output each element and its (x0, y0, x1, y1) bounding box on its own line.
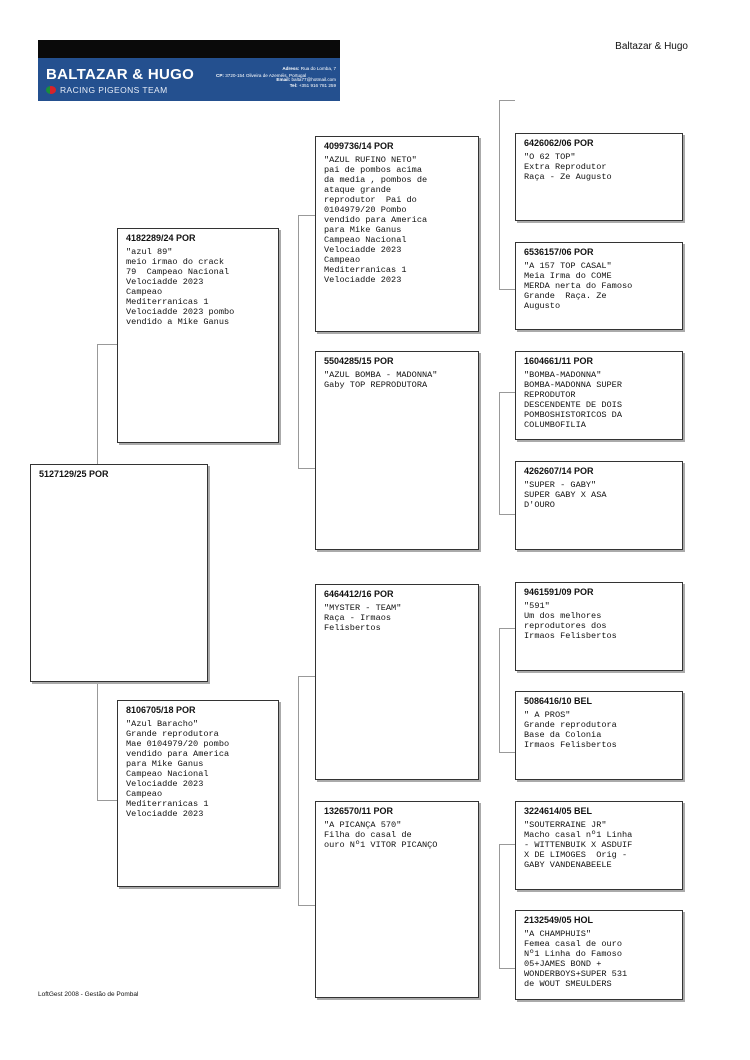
description: "BOMBA-MADONNA" BOMBA-MADONNA SUPER REPRODUTOR DESCENDENTE DE DOIS POMBOSHISTORICOS DA COLUMBOFILIA (524, 370, 622, 430)
ring-number: 8106705/18 POR (126, 705, 196, 715)
ring-number: 5504285/15 POR (324, 356, 394, 366)
sire-dam-sire (515, 351, 683, 440)
ring-number: 9461591/09 POR (524, 587, 594, 597)
description: "AZUL BOMBA - MADONNA" Gaby TOP REPRODUTORA (324, 370, 438, 390)
banner-cp: CP: 3720-154 Oliveira de Azeméis, Portugal (216, 73, 307, 78)
sire-sire-sire (515, 133, 683, 221)
brand-subtitle: RACING PIGEONS TEAM (60, 85, 168, 95)
description: "SOUTERRAINE JR" Macho casal nº1 Linha - WITTENBUIK X ASDUIF X DE LIMOGES Orig - GABY VANDENABEELE (524, 820, 633, 870)
description: "AZUL RUFINO NETO" pai de pombos acima da media , pombos de ataque grande reprodutor Pai do 0104979/20 Pombo vendido para America para Mike Ganus Campeao Nacional Velociadde 2023 Campeao Mediterranicas 1 Velociadde 2023 (324, 155, 428, 285)
description: "SUPER - GABY" SUPER GABY X ASA D'OURO (524, 480, 607, 510)
ring-number: 5086416/10 BEL (524, 696, 593, 706)
owner-name: Baltazar & Hugo (615, 41, 688, 52)
ring-number: 3224614/05 BEL (524, 806, 593, 816)
sire-sire (315, 136, 479, 332)
portugal-flag-icon (46, 86, 56, 94)
description: "MYSTER - TEAM" Raça - Irmaos Felisbertos (324, 603, 402, 633)
ring-number: 6536157/06 POR (524, 247, 594, 257)
brand-title: BALTAZAR & HUGO (46, 66, 195, 83)
description: "O 62 TOP" Extra Reprodutor Raça - Ze Augusto (524, 152, 612, 182)
ring-number: 5127129/25 POR (39, 469, 109, 479)
sire-sire-dam (515, 242, 683, 330)
team-banner (38, 40, 340, 101)
dam-sire-dam (515, 691, 683, 780)
ring-number: 6426062/06 POR (524, 138, 594, 148)
description: "591" Um dos melhores reprodutores dos Irmaos Felisbertos (524, 601, 617, 641)
dam-sire (315, 584, 479, 780)
ring-number: 2132549/05 HOL (524, 915, 594, 925)
banner-contact: Adress: Rua do Lomba, 7 Email: balta77@hotmail.com Tel: +351 916 781 259 (276, 66, 336, 88)
ring-number: 1326570/11 POR (324, 806, 394, 816)
description: "azul 89" meio irmao do crack 79 Campeao Nacional Velociadde 2023 Campeao Mediterranicas 1 Velociadde 2023 pombo vendido a Mike Ganus (126, 247, 235, 327)
footer-credit: LoftGest 2008 - Gestão de Pombal (38, 991, 139, 998)
ring-number: 4099736/14 POR (324, 141, 394, 151)
ring-number: 6464412/16 POR (324, 589, 394, 599)
description: "A 157 TOP CASAL" Meia Irma do COME MERDA nerta do Famoso Grande Raça. Ze Augusto (524, 261, 633, 311)
description: "Azul Baracho" Grande reprodutora Mae 0104979/20 pombo vendido para America para Mike Ganus Campeao Nacional Velociadde 2023 Campeao Mediterranicas 1 Velociadde 2023 (126, 719, 230, 819)
ring-number: 1604661/11 POR (524, 356, 594, 366)
dam-dam-dam (515, 910, 683, 1000)
dam (117, 700, 279, 887)
description: " A PROS" Grande reprodutora Base da Colonia Irmaos Felisbertos (524, 710, 617, 750)
dam-dam-sire (515, 801, 683, 890)
description: "A CHAMPHUIS" Femea casal de ouro Nº1 Linha do Famoso 05+JAMES BOND + WONDERBOYS+SUPER 531 de WOUT SMEULDERS (524, 929, 628, 989)
ring-number: 4182289/24 POR (126, 233, 196, 243)
banner-top-bar (38, 40, 340, 58)
ring-number: 4262607/14 POR (524, 466, 594, 476)
sire-dam-dam (515, 461, 683, 550)
subject-pigeon (30, 464, 208, 682)
description: "A PICANÇA 570" Filha do casal de ouro Nº1 VITOR PICANÇO (324, 820, 438, 850)
dam-sire-sire (515, 582, 683, 671)
sire (117, 228, 279, 443)
dam-dam (315, 801, 479, 998)
sire-dam (315, 351, 479, 550)
